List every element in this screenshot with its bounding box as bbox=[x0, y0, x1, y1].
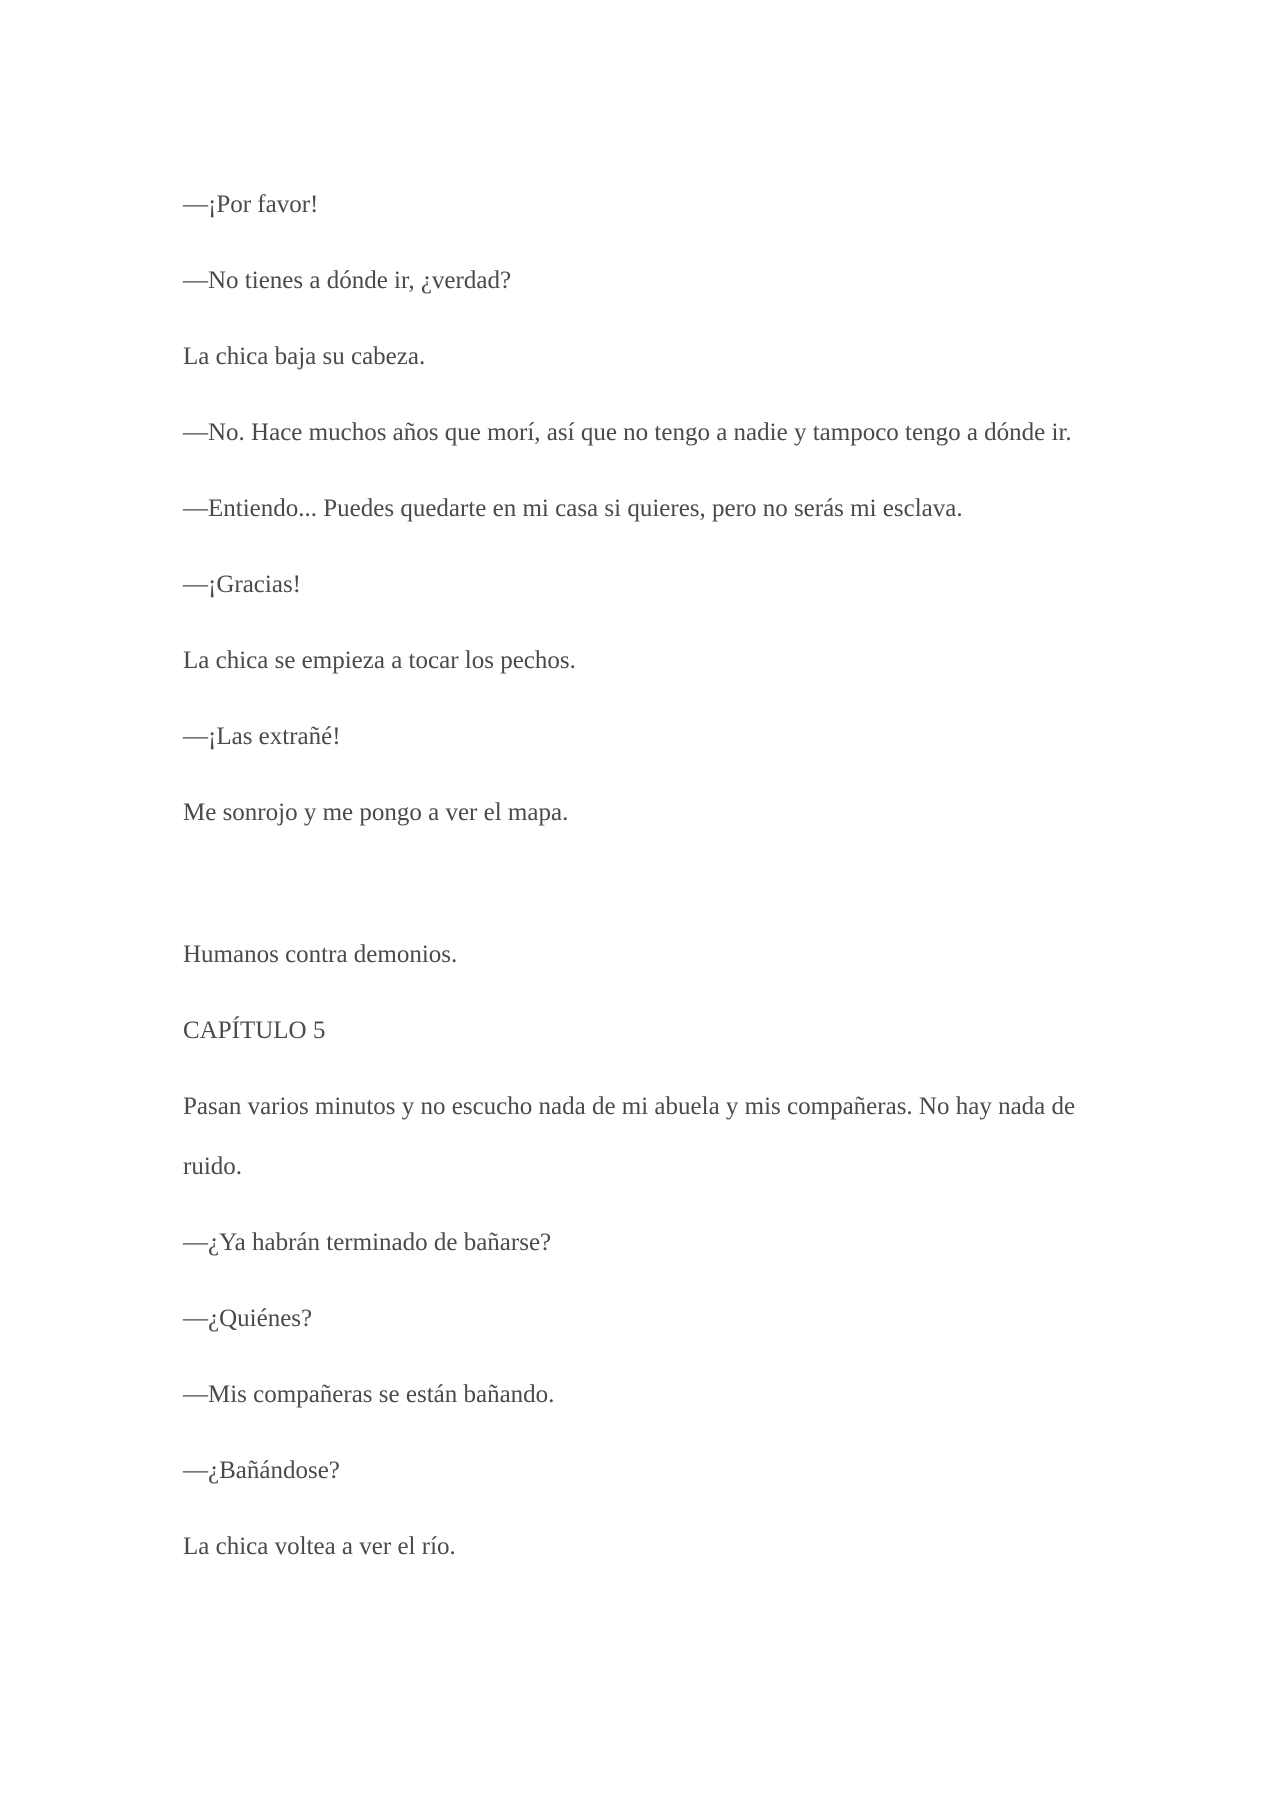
paragraph: —No. Hace muchos años que morí, así que no tengo a nadie y tampoco tengo a dónde ir. bbox=[183, 419, 1072, 446]
paragraph: La chica baja su cabeza. bbox=[183, 343, 426, 370]
paragraph: —¡Gracias! bbox=[183, 571, 301, 598]
text-body bbox=[183, 175, 1083, 1593]
paragraph: Me sonrojo y me pongo a ver el mapa. bbox=[183, 799, 569, 826]
paragraph: —¿Ya habrán terminado de bañarse? bbox=[183, 1229, 552, 1256]
paragraph: —Entiendo... Puedes quedarte en mi casa si quieres, pero no serás mi esclava. bbox=[183, 495, 963, 522]
section-title: Humanos contra demonios. bbox=[183, 941, 458, 968]
paragraph: —¿Quiénes? bbox=[183, 1305, 313, 1332]
paragraph: —¿Bañándose? bbox=[183, 1457, 340, 1484]
paragraph: —Mis compañeras se están bañando. bbox=[183, 1381, 555, 1408]
paragraph: —¡Las extrañé! bbox=[183, 723, 341, 750]
paragraph: La chica voltea a ver el río. bbox=[183, 1533, 456, 1560]
paragraph: —¡Por favor! bbox=[183, 191, 319, 218]
paragraph: Pasan varios minutos y no escucho nada de mi abuela y mis compañeras. No hay nada de ruido. bbox=[183, 1093, 1076, 1180]
paragraph: La chica se empieza a tocar los pechos. bbox=[183, 647, 576, 674]
paragraph: —No tienes a dónde ir, ¿verdad? bbox=[183, 267, 512, 294]
chapter-heading: CAPÍTULO 5 bbox=[183, 1017, 326, 1044]
